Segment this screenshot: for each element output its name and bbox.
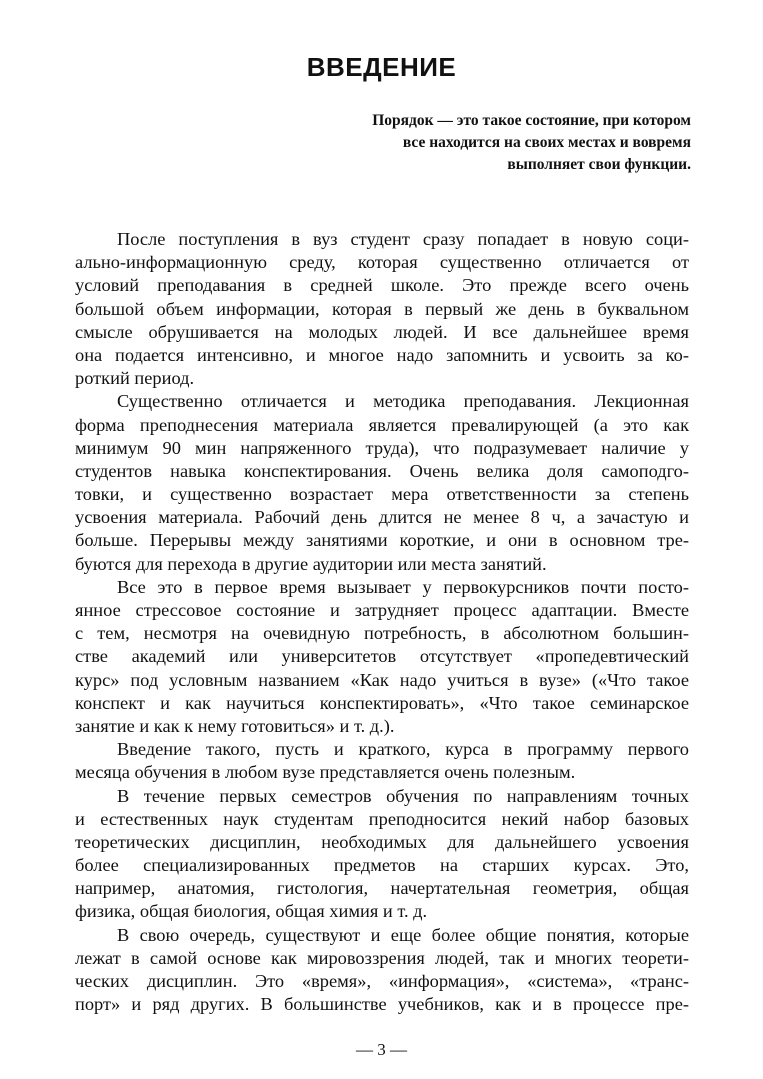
paragraph xyxy=(75,390,689,576)
paragraph-line: В свою очередь, существуют и еще более общие понятия, которые xyxy=(117,924,689,945)
paragraph xyxy=(75,924,689,1017)
epigraph-line: все находится на своих местах и вовремя xyxy=(402,134,691,151)
paragraph-line: теоретических дисциплин, необходимых для дальнейшего усвоения xyxy=(75,831,689,852)
paragraph xyxy=(75,785,689,924)
paragraph-line: условий преподавания в средней школе. Это прежде всего очень xyxy=(75,275,689,296)
paragraph-line: усвоения материала. Рабочий день длится не менее 8 ч, а зачастую и xyxy=(75,507,689,528)
paragraph-line: После поступления в вуз студент сразу попадает в новую соци- xyxy=(117,229,689,249)
paragraph xyxy=(75,228,689,390)
paragraph-line: янное стрессовое состояние и затрудняет процесс адаптации. Вместе xyxy=(75,600,689,620)
page-number: — 3 — xyxy=(356,1040,407,1059)
paragraph-line: физика, общая биология, общая химия и т. д. xyxy=(75,901,428,922)
paragraph-line: товки, и существенно возрастает мера ответственности за степень xyxy=(75,484,689,505)
paragraph-line: она подается интенсивно, и многое надо запомнить и усвоить за ко- xyxy=(75,344,689,365)
paragraph-line: большой объем информации, которая в первый же день в буквальном xyxy=(75,298,689,319)
paragraph-line: роткий период. xyxy=(75,368,195,389)
paragraph-line: буются для перехода в другие аудитории или места занятий. xyxy=(75,553,547,574)
paragraph-line: курс» под условным названием «Как надо учиться в вузе» («Что такое xyxy=(75,669,689,690)
paragraph-line: Введение такого, пусть и краткого, курса в программу первого xyxy=(117,739,689,760)
body-text xyxy=(75,228,689,1016)
paragraph-line: ческих дисциплин. Это «время», «информация», «система», «транс- xyxy=(75,971,689,991)
paragraph-line: порт» и ряд других. В большинстве учебников, как и в процессе пре- xyxy=(75,994,689,1015)
paragraph-line: месяца обучения в любом вузе представляется очень полезным. xyxy=(75,762,576,783)
paragraph-line: более специализированных предметов на старших курсах. Это, xyxy=(75,855,689,876)
paragraph-line: конспект и как научиться конспектировать», «Что такое семинарское xyxy=(75,692,689,713)
paragraph-line: ально-информационную среду, которая существенно отличается от xyxy=(75,252,689,273)
paragraph-line: В течение первых семестров обучения по направлениям точных xyxy=(117,785,689,806)
epigraph-line: выполняет свои функции. xyxy=(507,156,691,173)
paragraph-line: минимум 90 мин напряженного труда), что подразумевает наличие у xyxy=(75,437,689,458)
paragraph-line: больше. Перерывы между занятиями короткие, и они в основном тре- xyxy=(75,530,689,551)
paragraph xyxy=(75,738,689,784)
paragraph-line: занятие и как к нему готовиться» и т. д.). xyxy=(75,715,395,736)
paragraph-line: стве академий или университетов отсутствует «пропедевтический xyxy=(75,646,689,667)
paragraph-line: форма преподнесения материала является превалирующей (а это как xyxy=(75,414,689,435)
epigraph xyxy=(271,110,691,176)
paragraph-line: студентов навыка конспектирования. Очень велика доля самоподго- xyxy=(75,460,689,481)
paragraph-line: с тем, несмотря на очевидную потребность, в абсолютном большин- xyxy=(75,623,689,644)
paragraph-line: Все это в первое время вызывает у первокурсников почти посто- xyxy=(117,576,689,597)
chapter-title: ВВЕДЕНИЕ xyxy=(306,52,457,82)
paragraph-line: смысле обрушивается на молодых людей. И все дальнейшее время xyxy=(75,321,689,342)
epigraph-line: Порядок — это такое состояние, при котором xyxy=(372,112,691,129)
paragraph-line: и естественных наук студентам преподносится некий набор базовых xyxy=(75,808,689,829)
paragraph xyxy=(75,576,689,738)
paragraph-line: например, анатомия, гистология, начертательная геометрия, общая xyxy=(75,878,689,899)
paragraph-line: лежат в самой основе как мировоззрения людей, так и многих теорети- xyxy=(75,947,689,968)
paragraph-line: Существенно отличается и методика преподавания. Лекционная xyxy=(117,391,689,412)
